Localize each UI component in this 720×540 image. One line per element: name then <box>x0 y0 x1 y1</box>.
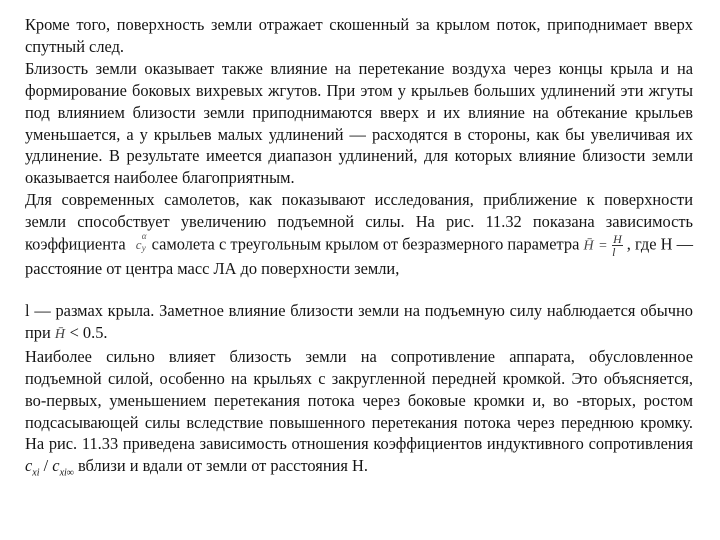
paragraph-3-text-c: , где H — расстояние от центра масс ЛА до поверхности земли, <box>25 234 693 279</box>
formula-hbar-numerator: H <box>613 232 622 247</box>
formula-cxi <box>25 456 40 479</box>
formula-slash: / <box>43 456 49 476</box>
paragraph-3 <box>25 189 693 280</box>
formula-cxi-inf <box>52 456 74 479</box>
formula-cy-sup: α <box>141 231 147 242</box>
formula-gap <box>25 280 693 300</box>
paragraph-4 <box>25 300 693 346</box>
formula-hbar-lhs: H̄ = <box>583 238 609 254</box>
formula-cy-sub: y <box>141 243 146 254</box>
formula-hbar-fraction <box>612 233 623 258</box>
formula-cxi-inf-base: c <box>52 456 60 476</box>
formula-hbar-denominator: l <box>612 245 616 260</box>
formula-cy-base: c <box>135 237 142 253</box>
paragraph-3-text-b: самолета с треугольным крылом от безразмерного параметра <box>151 234 580 254</box>
paragraph-5-text-b: вблизи и вдали от земли от расстояния H. <box>78 456 368 476</box>
formula-cxi-sub: xi <box>32 467 40 479</box>
paragraph-1: Кроме того, поверхность земли отражает скошенный за крылом поток, приподнимает вверх спутный след. <box>25 15 693 56</box>
paragraph-5-text-a: Наиболее сильно влияет близость земли на сопротивление аппарата, обусловленное подъемной силой, особенно на крыльях с закругленной передней кромкой. Это объясняется, во-первых, уменьшением перетекания потока через боковые кромки и, во -вторых, ростом подсасывающей силы вследствие повышенного перетекания потока через переднюю кромку. На рис. 11.33 приведена зависимость отношения коэффициентов индуктивного сопротивления <box>25 346 693 454</box>
formula-cy-alpha <box>135 231 147 256</box>
formula-cxi-base: c <box>25 456 33 476</box>
formula-hbar-inline: H̄ <box>54 326 66 342</box>
paragraph-3-text-a: Для современных самолетов, как показывают исследования, приближение к поверхности земли способствует увеличению подъемной силы. На рис. 11.32 показана зависимость коэффициента <box>25 190 693 254</box>
paragraph-2: Близость земли оказывает также влияние на перетекание воздуха через концы крыла и на формирование боковых вихревых жгутов. При этом у крыльев больших удлинений эти жгуты под влиянием близости земли приподнимаются вверх и их влияние на обтекание крыльев уменьшается, а у крыльев малых удлинений — расходятся в стороны, как бы увеличивая их удлинение. В результате имеется диапазон удлинений, для которых влияние близости земли оказывается наиболее благоприятным. <box>25 58 693 188</box>
paragraph-4-text-a: l — размах крыла. Заметное влияние близости земли на подъемную силу наблюдается обычно при <box>25 300 693 342</box>
paragraph-5 <box>25 346 693 485</box>
paragraph-4-text-b: < 0.5. <box>69 322 108 342</box>
formula-cxi-inf-sub: xi∞ <box>59 467 74 479</box>
document-page <box>25 14 693 485</box>
